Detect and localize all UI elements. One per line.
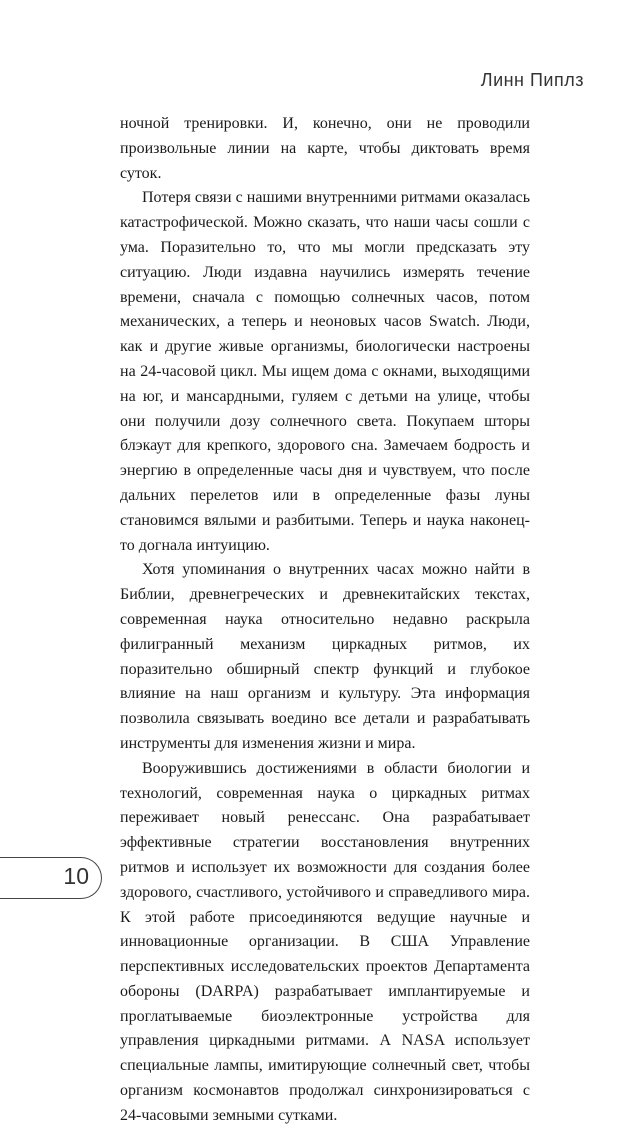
paragraph-continued: ночной тренировки. И, конечно, они не проводили произвольные линии на карте, чтобы диктовать время суток. <box>120 115 530 182</box>
page-number: 10 <box>63 863 89 889</box>
paragraph: Вооружившись достижениями в области биологии и технологий, современная наука о циркадных ритмах переживает новый ренессанс. Она разрабатывает эффективные стратегии восстановления внутренних ритмов и использует их возможности для создания более здорового, счастливого, устойчивого и справедливого мира. К этой работе присоединяются ведущие научные и инновационные организации. В США Управление перспективных исследовательских проектов Департамента обороны (DARPA) разрабатывает имплантируемые и проглатываемые биоэлектронные устройства для управления циркадными ритмами. А NASA использует специальные лампы, имитирующие солнечный свет, чтобы организм космонавтов продолжал синхронизироваться с 24-часовыми земными сутками. <box>120 759 530 1124</box>
page-number-tab <box>0 857 102 899</box>
body-text <box>120 112 530 1129</box>
paragraph: Хотя упоминания о внутренних часах можно найти в Библии, древнегреческих и древнекитайских текстах, современная наука относительно недавно раскрыла филигранный механизм циркадных ритмов, их поразительно обширный спектр функций и глубокое влияние на наш организм и культуру. Эта информация позволила связывать воедино все детали и разрабатывать инструменты для изменения жизни и мира. <box>120 561 530 752</box>
running-header: Линн Пиплз <box>480 70 584 90</box>
paragraph: Потеря связи с нашими внутренними ритмами оказалась катастрофической. Можно сказать, что наши часы сошли с ума. Поразительно то, что мы могли предсказать эту ситуацию. Люди издавна научились измерять течение времени, сначала с помощью солнечных часов, потом механических, а теперь и неоновых часов Swatch. Люди, как и другие живые организмы, биологически настроены на 24-часовой цикл. Мы ищем дома с окнами, выходящими на юг, и мансардными, гуляем с детьми на улице, чтобы они получили дозу солнечного света. Покупаем шторы блэкаут для крепкого, здорового сна. Замечаем бодрость и энергию в определенные часы дня и чувствуем, что после дальних перелетов или в определенные фазы луны становимся вялыми и разбитыми. Теперь и наука наконец-то догнала интуицию. <box>120 189 530 554</box>
